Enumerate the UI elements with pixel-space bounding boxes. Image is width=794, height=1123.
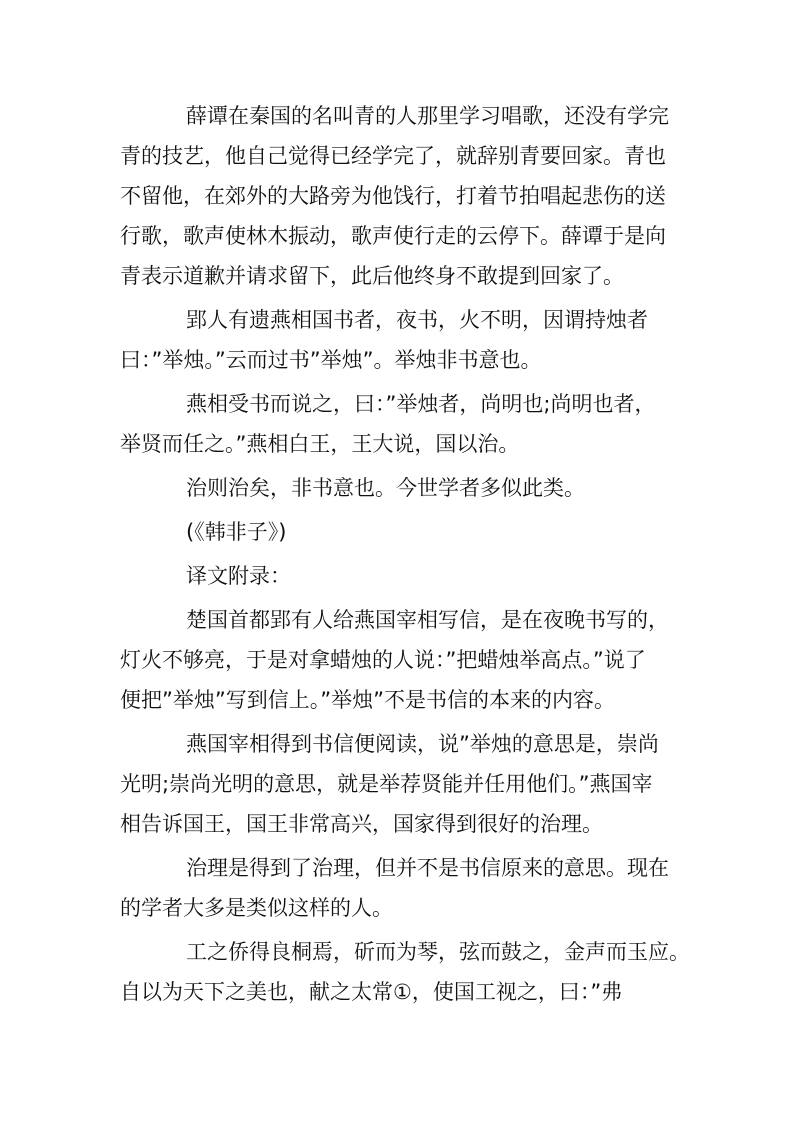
text-line: 相告诉国王，国王非常高兴，国家得到很好的治理。 bbox=[120, 812, 603, 836]
text-line: 举贤而任之。”燕相白王，王大说，国以治。 bbox=[120, 432, 520, 456]
text-line: 燕相受书而说之，曰：”举烛者，尚明也;尚明也者， bbox=[186, 392, 656, 416]
text-line: 灯火不够亮，于是对拿蜡烛的人说：”把蜡烛举高点。”说了 bbox=[120, 648, 646, 672]
text-line: 治则治矣，非书意也。今世学者多似此类。 bbox=[186, 476, 585, 500]
text-line: (《韩非子》) bbox=[186, 520, 287, 544]
text-line: 工之侨得良桐焉，斫而为琴，弦而鼓之，金声而玉应。 bbox=[186, 940, 690, 964]
text-line: 译文附录： bbox=[186, 564, 291, 588]
text-line: 光明;崇尚光明的意思，就是举荐贤能并任用他们。”燕国宰 bbox=[120, 772, 653, 796]
text-line: 的学者大多是类似这样的人。 bbox=[120, 896, 393, 920]
text-line: 青表示道歉并请求留下，此后他终身不敢提到回家了。 bbox=[120, 264, 624, 288]
text-line: 曰：”举烛。”云而过书”举烛”。举烛非书意也。 bbox=[120, 348, 542, 372]
text-line: 自以为天下之美也，献之太常①，使国工视之，曰：”弗 bbox=[120, 980, 623, 1004]
document-body bbox=[120, 96, 690, 1012]
text-line: 治理是得到了治理，但并不是书信原来的意思。现在 bbox=[186, 856, 669, 880]
text-line: 薛谭在秦国的名叫青的人那里学习唱歌，还没有学完 bbox=[186, 104, 669, 128]
text-line: 青的技艺，他自己觉得已经学完了，就辞别青要回家。青也 bbox=[120, 144, 666, 168]
text-line: 便把”举烛”写到信上。”举烛”不是书信的本来的内容。 bbox=[120, 688, 616, 712]
text-line: 郢人有遗燕相国书者，夜书，火不明，因谓持烛者 bbox=[186, 308, 648, 332]
text-line: 楚国首都郢有人给燕国宰相写信，是在夜晚书写的， bbox=[186, 608, 669, 632]
text-line: 不留他，在郊外的大路旁为他饯行，打着节拍唱起悲伤的送 bbox=[120, 184, 666, 208]
text-line: 燕国宰相得到书信便阅读，说”举烛的意思是，崇尚 bbox=[186, 732, 659, 756]
text-line: 行歌，歌声使林木振动，歌声使行走的云停下。薛谭于是向 bbox=[120, 224, 666, 248]
